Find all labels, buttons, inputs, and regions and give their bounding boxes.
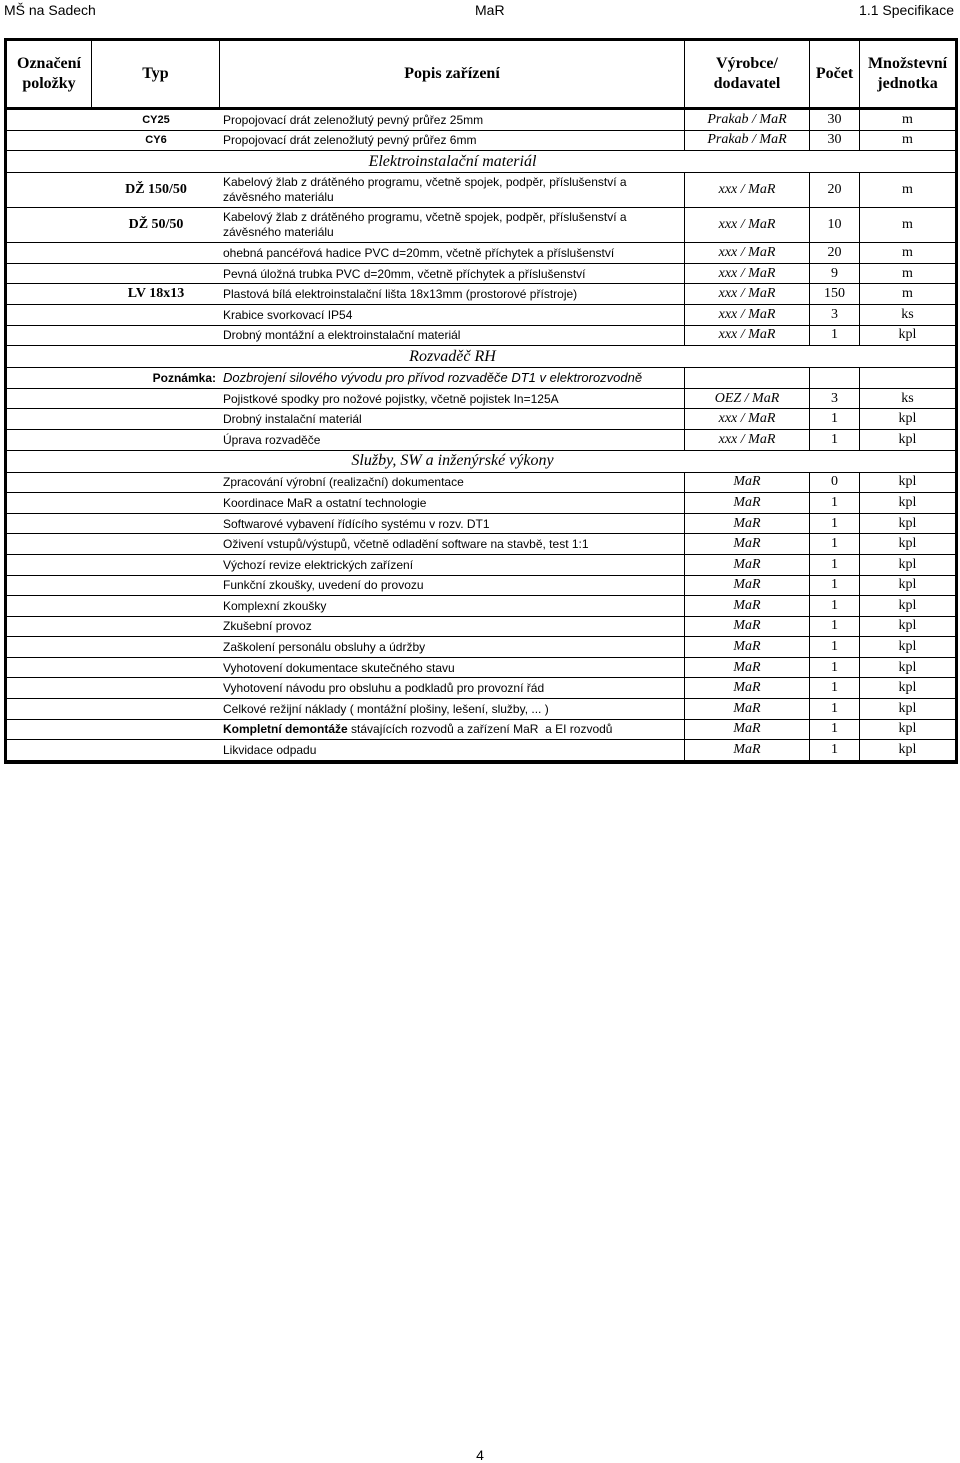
cell-pocet: 1 (810, 555, 860, 575)
cell-typ (92, 264, 220, 284)
cell-oznaceni (7, 284, 92, 304)
cell-popis: Pojistkové spodky pro nožové pojistky, včetně pojistek In=125A (220, 389, 685, 409)
cell-vyrobce: xxx / MaR (685, 173, 810, 207)
cell-oznaceni (7, 740, 92, 760)
cell-mj: kpl (898, 556, 917, 572)
cell-pocet: 1 (810, 658, 860, 678)
cell-oznaceni (7, 699, 92, 719)
cell-vyrobce: xxx / MaR (685, 326, 810, 346)
cell-mj: ks (901, 306, 914, 322)
cell-typ (92, 596, 220, 616)
table-row (7, 678, 955, 699)
cell-vyrobce: MaR (685, 514, 810, 534)
cell-pocet: 1 (810, 534, 860, 554)
cell-mj: m (902, 265, 913, 281)
specification-table (4, 38, 958, 764)
cell-popis: Krabice svorkovací IP54 (220, 305, 685, 325)
cell-pocet: 3 (810, 305, 860, 325)
cell-mj: m (902, 217, 913, 233)
cell-popis: Softwarové vybavení řídícího systému v rozv. DT1 (220, 514, 685, 534)
cell-vyrobce: MaR (685, 740, 810, 760)
cell-mj: kpl (898, 742, 917, 758)
cell-typ (92, 678, 220, 698)
col-vyrobce: Výrobce/ dodavatel (685, 41, 810, 107)
cell-pocet: 1 (810, 720, 860, 740)
cell-popis: Propojovací drát zelenožlutý pevný průřez 25mm (220, 110, 685, 130)
cell-popis: Pevná úložná trubka PVC d=20mm, včetně příchytek a příslušenství (220, 264, 685, 284)
cell-pocet: 1 (810, 740, 860, 760)
page-number: 4 (476, 1447, 484, 1463)
cell-mj: kpl (898, 327, 917, 343)
cell-typ (92, 658, 220, 678)
cell-mj: kpl (898, 431, 917, 447)
cell-popis: Oživení vstupů/výstupů, včetně odladění software na stavbě, test 1:1 (220, 534, 685, 554)
cell-vyrobce: MaR (685, 699, 810, 719)
col-typ: Typ (92, 41, 220, 107)
cell-vyrobce: MaR (685, 555, 810, 575)
cell-pocet: 1 (810, 699, 860, 719)
cell-mj: kpl (898, 536, 917, 552)
table-row (7, 208, 955, 243)
cell-popis: Zaškolení personálu obsluhy a údržby (220, 637, 685, 657)
cell-oznaceni (7, 576, 92, 596)
cell-typ (92, 305, 220, 325)
cell-pocet: 1 (810, 637, 860, 657)
cell-vyrobce: xxx / MaR (685, 208, 810, 242)
cell-oznaceni (7, 596, 92, 616)
cell-mj: kpl (898, 659, 917, 675)
cell-popis: Vyhotovení návodu pro obsluhu a podkladů pro provozní řád (220, 678, 685, 698)
cell-mj: kpl (898, 494, 917, 510)
cell-typ: DŽ 150/50 (125, 182, 187, 198)
table-body (7, 110, 955, 761)
cell-typ (92, 740, 220, 760)
cell-oznaceni (7, 637, 92, 657)
table-row (7, 596, 955, 617)
cell-typ (92, 555, 220, 575)
cell-pocet: 20 (810, 173, 860, 207)
cell-pocet: 1 (810, 493, 860, 513)
table-row (7, 514, 955, 535)
cell-mj: m (902, 286, 913, 302)
cell-mj: m (902, 182, 913, 198)
cell-popis: Propojovací drát zelenožlutý pevný průřez 6mm (220, 131, 685, 151)
cell-pocet: 1 (810, 430, 860, 450)
cell-vyrobce: xxx / MaR (685, 409, 810, 429)
cell-pocet: 30 (810, 131, 860, 151)
col-popis: Popis zařízení (220, 41, 685, 107)
cell-typ (92, 430, 220, 450)
cell-mj: kpl (898, 474, 917, 490)
cell-vyrobce: Prakab / MaR (685, 131, 810, 151)
cell-popis: Kabelový žlab z drátěného programu, včetně spojek, podpěr, příslušenství a závěsného materiálu (220, 173, 685, 207)
col-mj: Množstevní jednotka (867, 55, 948, 92)
table-row (7, 617, 955, 638)
cell-pocet (810, 368, 860, 388)
cell-pocet: 1 (810, 576, 860, 596)
cell-vyrobce: MaR (685, 637, 810, 657)
cell-pocet: 1 (810, 409, 860, 429)
cell-oznaceni (7, 514, 92, 534)
cell-oznaceni (7, 326, 92, 346)
cell-vyrobce: xxx / MaR (685, 305, 810, 325)
cell-typ: DŽ 50/50 (128, 217, 184, 233)
cell-typ (92, 720, 220, 740)
header-right: 1.1 Specifikace (859, 2, 954, 18)
cell-pocet: 1 (810, 617, 860, 637)
cell-popis: Výchozí revize elektrických zařízení (220, 555, 685, 575)
section-elektro-title: Elektroinstalační materiál (368, 152, 537, 170)
cell-mj: kpl (898, 700, 917, 716)
cell-vyrobce: MaR (685, 720, 810, 740)
cell-vyrobce: OEZ / MaR (685, 389, 810, 409)
cell-popis: Zpracování výrobní (realizační) dokumentace (220, 473, 685, 493)
table-row (7, 576, 955, 597)
cell-mj: m (902, 244, 913, 260)
table-row (7, 740, 955, 761)
cell-mj: kpl (898, 721, 917, 737)
cell-pocet: 1 (810, 678, 860, 698)
cell-pocet: 3 (810, 389, 860, 409)
cell-typ (92, 243, 220, 263)
note-label: Poznámka: (152, 370, 216, 385)
cell-oznaceni (7, 131, 92, 151)
cell-vyrobce: MaR (685, 678, 810, 698)
cell-mj: kpl (898, 577, 917, 593)
table-row (7, 658, 955, 679)
cell-vyrobce: xxx / MaR (685, 264, 810, 284)
cell-popis: Komplexní zkoušky (220, 596, 685, 616)
cell-oznaceni (7, 555, 92, 575)
cell-mj: kpl (898, 411, 917, 427)
table-row (7, 131, 955, 152)
cell-popis (220, 720, 685, 740)
table-header (7, 41, 955, 110)
cell-vyrobce: MaR (685, 534, 810, 554)
cell-popis: Koordinace MaR a ostatní technologie (220, 493, 685, 513)
cell-popis: Drobný instalační materiál (220, 409, 685, 429)
table-row (7, 326, 955, 347)
cell-pocet: 1 (810, 596, 860, 616)
table-row (7, 173, 955, 208)
table-row (7, 430, 955, 451)
cell-typ: CY6 (145, 134, 167, 147)
cell-vyrobce: Prakab / MaR (685, 110, 810, 130)
cell-pocet: 1 (810, 514, 860, 534)
cell-mj: m (902, 132, 913, 148)
note-text: Dozbrojení silového vývodu pro přívod rozvaděče DT1 v elektrorozvodně (220, 368, 685, 388)
cell-oznaceni (7, 430, 92, 450)
cell-pocet: 30 (810, 110, 860, 130)
cell-pocet: 0 (810, 473, 860, 493)
section-rozvadec (7, 346, 955, 368)
header-center: MaR (475, 2, 505, 18)
table-row (7, 699, 955, 720)
cell-vyrobce: xxx / MaR (685, 243, 810, 263)
cell-typ (92, 576, 220, 596)
table-row (7, 473, 955, 494)
note-row (7, 368, 955, 389)
table-row (7, 243, 955, 264)
table-row (7, 110, 955, 131)
cell-oznaceni (7, 110, 92, 130)
table-row (7, 534, 955, 555)
table-row (7, 637, 955, 658)
cell-mj: kpl (898, 618, 917, 634)
cell-typ: CY25 (142, 113, 170, 126)
cell-oznaceni (7, 473, 92, 493)
cell-typ: LV 18x13 (127, 286, 185, 302)
table-row (7, 284, 955, 305)
cell-vyrobce: MaR (685, 493, 810, 513)
cell-vyrobce: MaR (685, 617, 810, 637)
col-pocet: Počet (810, 41, 860, 107)
cell-oznaceni (7, 720, 92, 740)
cell-typ (92, 617, 220, 637)
cell-vyrobce (685, 368, 810, 388)
table-row (7, 305, 955, 326)
header-left: MŠ na Sadech (4, 2, 96, 18)
popis-text: stávajících rozvodů a zařízení MaR a EI rozvodů (347, 722, 613, 737)
cell-pocet: 1 (810, 326, 860, 346)
cell-pocet: 10 (810, 208, 860, 242)
cell-oznaceni (7, 409, 92, 429)
table-row (7, 389, 955, 410)
cell-typ (92, 389, 220, 409)
table-row (7, 720, 955, 741)
table-row (7, 555, 955, 576)
cell-mj: ks (901, 390, 914, 406)
cell-vyrobce: xxx / MaR (685, 284, 810, 304)
cell-popis: Celkové režijní náklady ( montážní plošiny, lešení, služby, ... ) (220, 699, 685, 719)
cell-popis: Plastová bílá elektroinstalační lišta 18x13mm (prostorové přístroje) (220, 284, 685, 304)
cell-typ (92, 637, 220, 657)
cell-oznaceni (7, 368, 92, 388)
cell-mj: kpl (898, 515, 917, 531)
cell-typ (92, 409, 220, 429)
cell-mj: m (902, 111, 913, 127)
cell-popis: Vyhotovení dokumentace skutečného stavu (220, 658, 685, 678)
col-oznaceni: Označení položky (7, 41, 92, 107)
cell-typ (92, 534, 220, 554)
cell-mj: kpl (898, 597, 917, 613)
cell-oznaceni (7, 534, 92, 554)
cell-typ (92, 493, 220, 513)
cell-popis: Zkušební provoz (220, 617, 685, 637)
section-elektro (7, 151, 955, 173)
cell-oznaceni (7, 305, 92, 325)
section-rozvadec-title: Rozvaděč RH (409, 347, 496, 365)
cell-typ (92, 326, 220, 346)
cell-popis: Drobný montážní a elektroinstalační materiál (220, 326, 685, 346)
cell-pocet: 9 (810, 264, 860, 284)
cell-mj (860, 368, 955, 388)
cell-oznaceni (7, 617, 92, 637)
cell-vyrobce: xxx / MaR (685, 430, 810, 450)
cell-vyrobce: MaR (685, 473, 810, 493)
cell-pocet: 20 (810, 243, 860, 263)
cell-popis: Kabelový žlab z drátěného programu, včetně spojek, podpěr, příslušenství a závěsného materiálu (220, 208, 685, 242)
table-row (7, 264, 955, 285)
section-sluzby (7, 451, 955, 473)
cell-mj: kpl (898, 639, 917, 655)
cell-typ (92, 699, 220, 719)
cell-vyrobce: MaR (685, 658, 810, 678)
cell-oznaceni (7, 243, 92, 263)
cell-oznaceni (7, 389, 92, 409)
section-sluzby-title: Služby, SW a inženýrské výkony (351, 452, 554, 470)
table-row (7, 493, 955, 514)
popis-bold: Kompletní demontáže (223, 722, 348, 737)
cell-typ (92, 473, 220, 493)
cell-oznaceni (7, 658, 92, 678)
cell-vyrobce: MaR (685, 596, 810, 616)
cell-vyrobce: MaR (685, 576, 810, 596)
cell-mj: kpl (898, 680, 917, 696)
cell-oznaceni (7, 208, 92, 242)
cell-popis: Funkční zkoušky, uvedení do provozu (220, 576, 685, 596)
cell-oznaceni (7, 264, 92, 284)
cell-popis: ohebná pancéřová hadice PVC d=20mm, včetně příchytek a příslušenství (220, 243, 685, 263)
cell-popis: Úprava rozvaděče (220, 430, 685, 450)
cell-oznaceni (7, 493, 92, 513)
cell-popis: Likvidace odpadu (220, 740, 685, 760)
cell-oznaceni (7, 678, 92, 698)
table-row (7, 409, 955, 430)
cell-oznaceni (7, 173, 92, 207)
cell-pocet: 150 (810, 284, 860, 304)
cell-typ (92, 514, 220, 534)
